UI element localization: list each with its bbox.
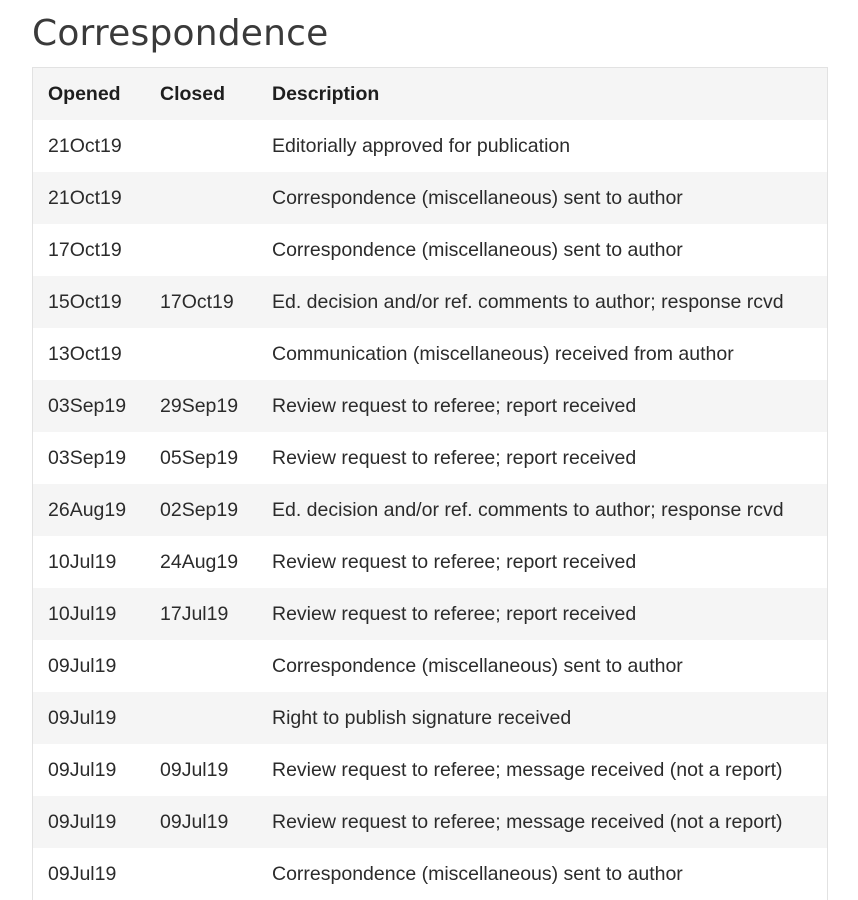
- cell-closed: [160, 692, 272, 744]
- table-body: [33, 120, 827, 900]
- table-header: [33, 68, 827, 120]
- cell-opened: 09Jul19: [33, 848, 160, 900]
- cell-closed: 29Sep19: [160, 380, 272, 432]
- table-row: [33, 536, 827, 588]
- cell-opened: 26Aug19: [33, 484, 160, 536]
- cell-description: Communication (miscellaneous) received from author: [272, 328, 827, 380]
- cell-opened: 10Jul19: [33, 588, 160, 640]
- cell-opened: 13Oct19: [33, 328, 160, 380]
- cell-closed: 09Jul19: [160, 796, 272, 848]
- cell-description: Review request to referee; report received: [272, 536, 827, 588]
- cell-description: Correspondence (miscellaneous) sent to author: [272, 640, 827, 692]
- table-header-row: [33, 68, 827, 120]
- cell-opened: 17Oct19: [33, 224, 160, 276]
- table-row: [33, 692, 827, 744]
- cell-closed: 24Aug19: [160, 536, 272, 588]
- cell-opened: 09Jul19: [33, 744, 160, 796]
- cell-closed: 09Jul19: [160, 744, 272, 796]
- cell-description: Ed. decision and/or ref. comments to author; response rcvd: [272, 276, 827, 328]
- column-header-description: Description: [272, 68, 827, 120]
- cell-description: Review request to referee; report received: [272, 432, 827, 484]
- cell-opened: 21Oct19: [33, 172, 160, 224]
- cell-closed: [160, 640, 272, 692]
- table-row: [33, 328, 827, 380]
- cell-description: Correspondence (miscellaneous) sent to author: [272, 172, 827, 224]
- cell-description: Review request to referee; message received (not a report): [272, 744, 827, 796]
- table-row: [33, 432, 827, 484]
- cell-closed: 17Jul19: [160, 588, 272, 640]
- cell-opened: 09Jul19: [33, 796, 160, 848]
- column-header-opened: Opened: [33, 68, 160, 120]
- cell-opened: 03Sep19: [33, 432, 160, 484]
- table-row: [33, 640, 827, 692]
- cell-description: Right to publish signature received: [272, 692, 827, 744]
- table-row: [33, 224, 827, 276]
- cell-opened: 09Jul19: [33, 640, 160, 692]
- cell-closed: 17Oct19: [160, 276, 272, 328]
- cell-description: Ed. decision and/or ref. comments to author; response rcvd: [272, 484, 827, 536]
- cell-closed: [160, 224, 272, 276]
- cell-closed: [160, 848, 272, 900]
- table-row: [33, 484, 827, 536]
- cell-opened: 21Oct19: [33, 120, 160, 172]
- table-row: [33, 380, 827, 432]
- cell-closed: [160, 172, 272, 224]
- table-row: [33, 588, 827, 640]
- column-header-closed: Closed: [160, 68, 272, 120]
- table-row: [33, 744, 827, 796]
- table-row: [33, 276, 827, 328]
- table-row: [33, 796, 827, 848]
- cell-closed: 05Sep19: [160, 432, 272, 484]
- correspondence-table-container: [32, 67, 828, 900]
- table-row: [33, 120, 827, 172]
- cell-description: Correspondence (miscellaneous) sent to author: [272, 848, 827, 900]
- cell-description: Editorially approved for publication: [272, 120, 827, 172]
- page-title: Correspondence: [32, 13, 329, 54]
- cell-opened: 03Sep19: [33, 380, 160, 432]
- cell-description: Review request to referee; report received: [272, 588, 827, 640]
- cell-opened: 15Oct19: [33, 276, 160, 328]
- cell-description: Review request to referee; report received: [272, 380, 827, 432]
- cell-closed: 02Sep19: [160, 484, 272, 536]
- cell-description: Review request to referee; message received (not a report): [272, 796, 827, 848]
- correspondence-table: [33, 68, 827, 900]
- cell-opened: 10Jul19: [33, 536, 160, 588]
- cell-description: Correspondence (miscellaneous) sent to author: [272, 224, 827, 276]
- cell-closed: [160, 120, 272, 172]
- cell-closed: [160, 328, 272, 380]
- cell-opened: 09Jul19: [33, 692, 160, 744]
- table-row: [33, 848, 827, 900]
- table-row: [33, 172, 827, 224]
